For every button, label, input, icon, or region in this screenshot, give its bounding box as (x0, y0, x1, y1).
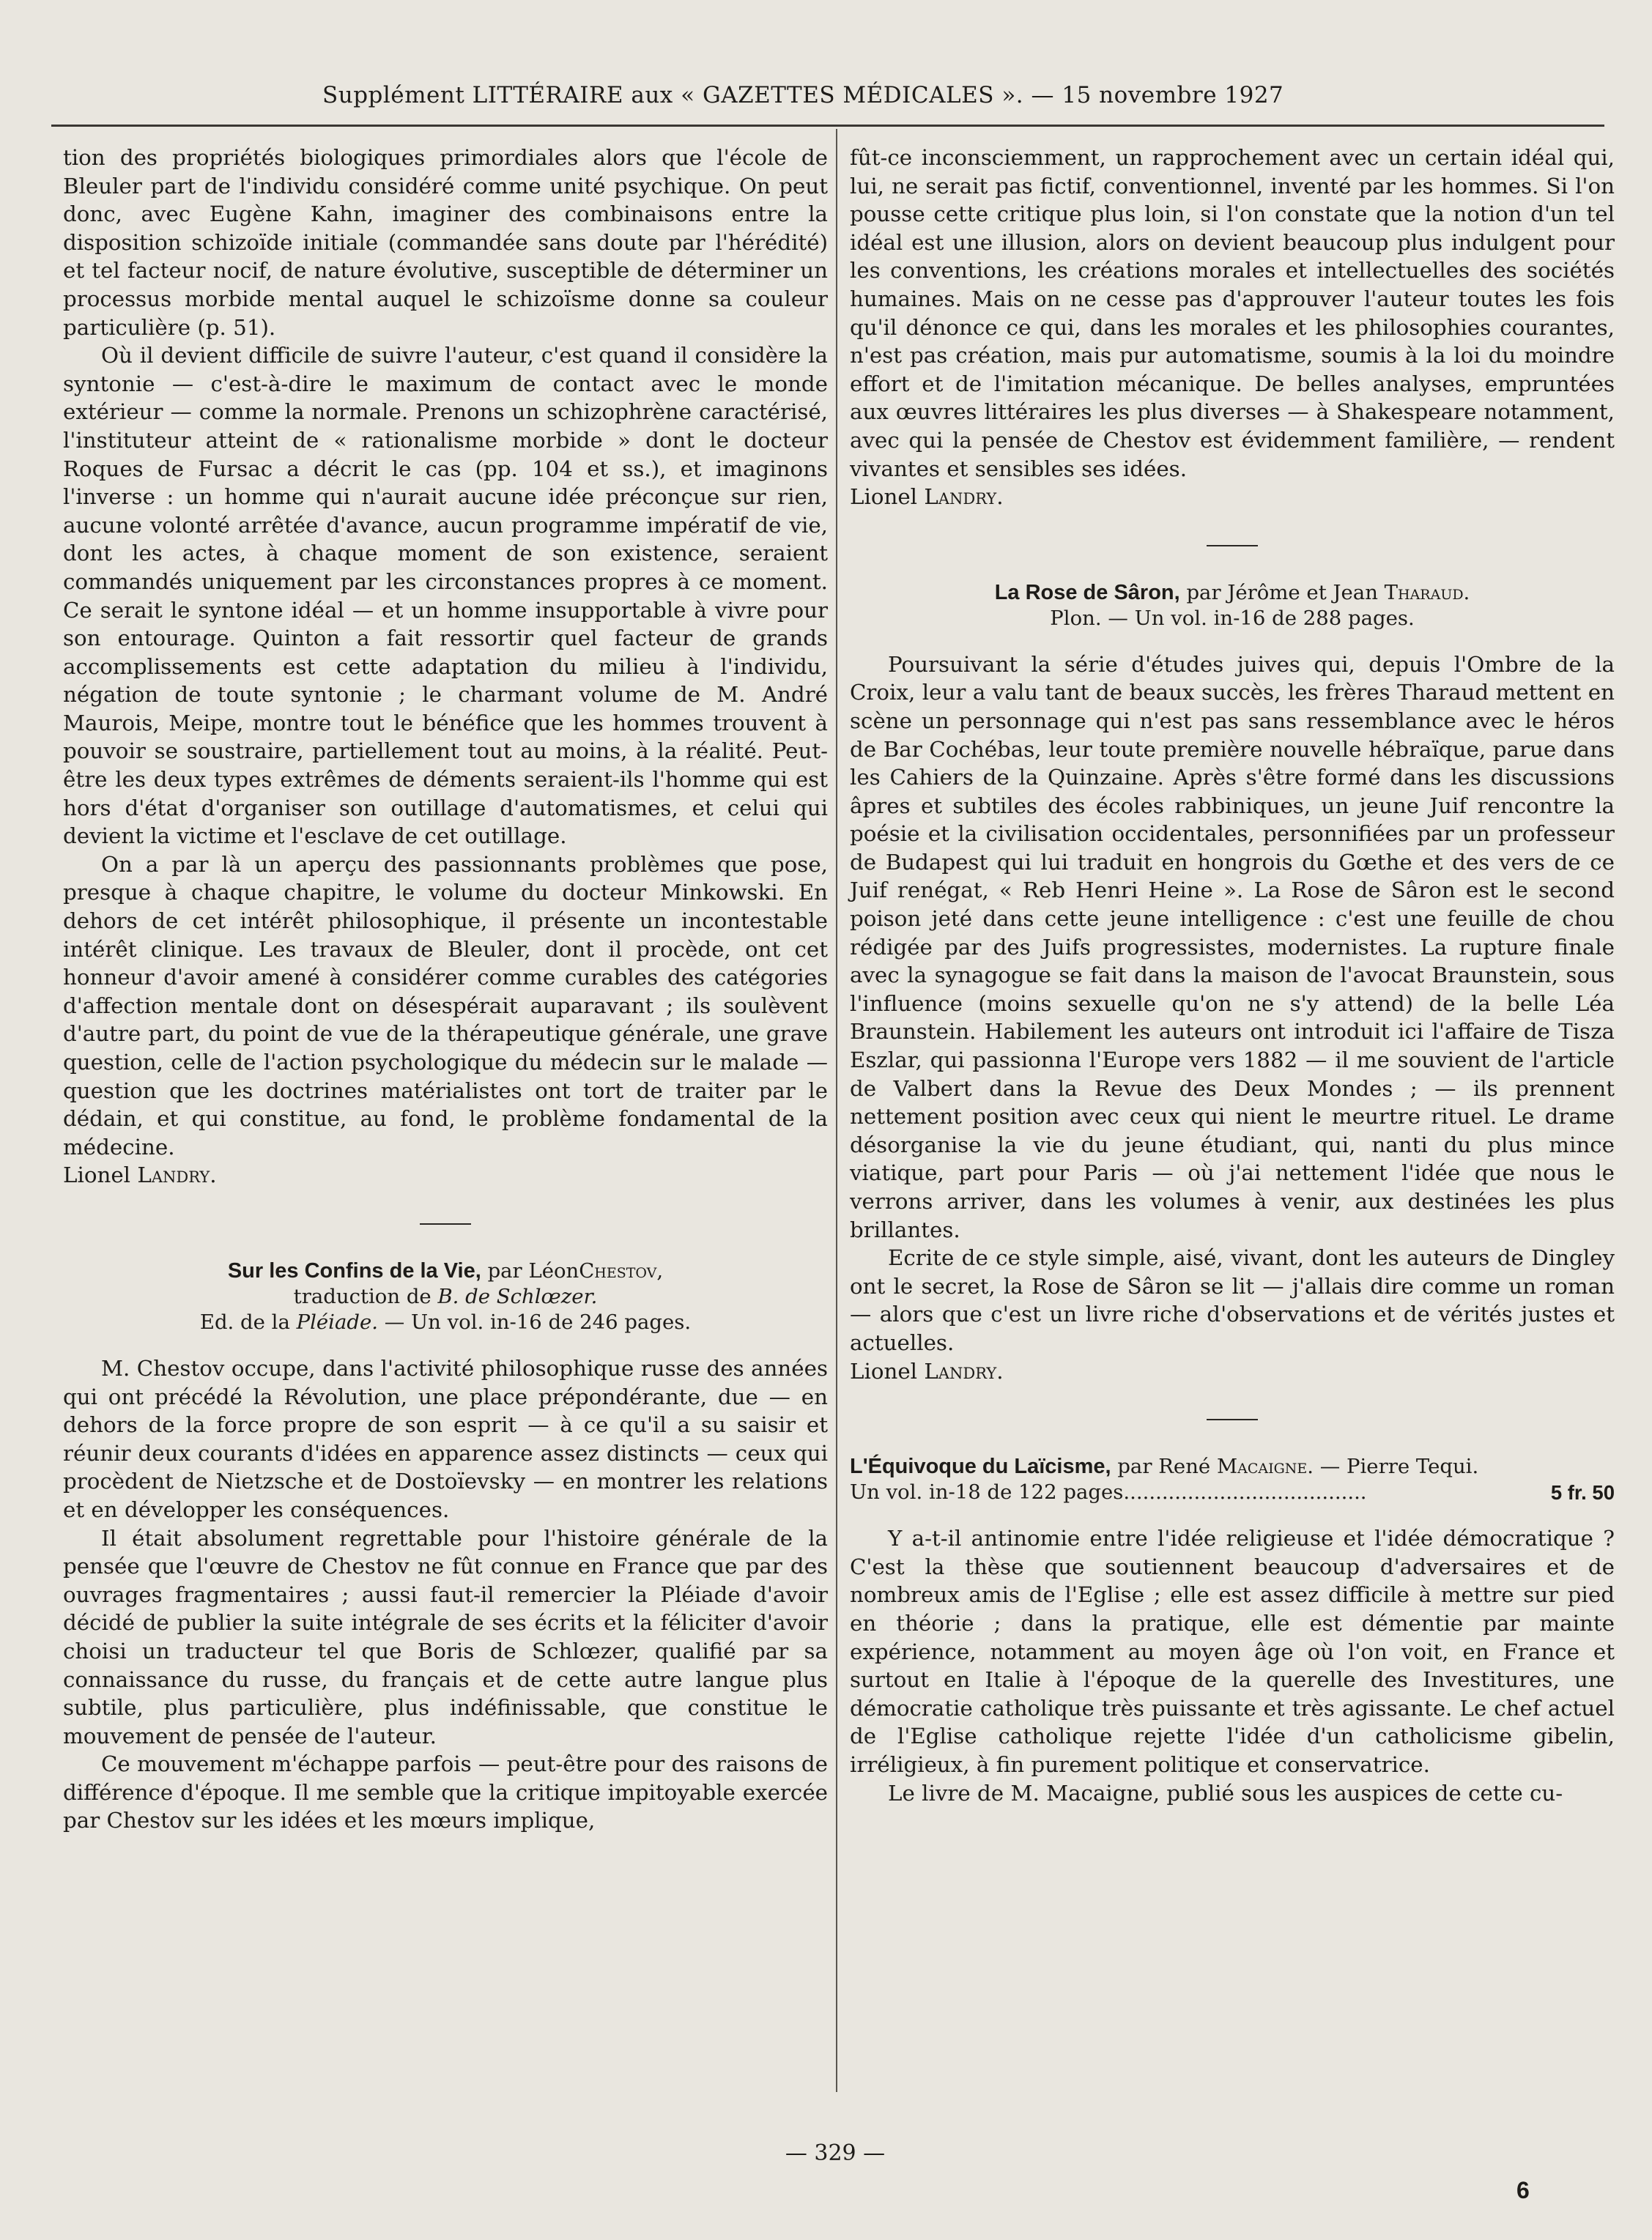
left-paragraph-3: On a par là un aperçu des passionnants problèmes que pose, presque à chaque chapitre, le volume du docteur Minkowski. En dehors de cet intérêt philosophique, il présente un incontestable intérêt clinique. Les travaux de Bleuler, dont il procède, ont cet honneur d'avoir amené à considérer comme curables des catégories d'affection mentale dont on désespérait auparavant ; ils soulèvent d'autre part, du point de vue de la thérapeutique générale, une grave question, celle de l'action psychologique du médecin sur le malade — question que les doctrines matérialistes ont tort de traiter par le dédain, et qui constitue, au fond, le problème fondamental de la médecine. (63, 851, 828, 1160)
section-separator (1207, 1419, 1258, 1420)
signature: Lionel Landry. (63, 1162, 217, 1188)
running-head: Supplément LITTÉRAIRE aux « GAZETTES MÉDICALES ». — 15 novembre 1927 (322, 82, 1284, 108)
right-paragraph-1: fût-ce inconsciemment, un rapprochement avec un certain idéal qui, lui, ne serait pas fictif, conventionnel, inventé par les hommes. Si l'on pousse cette critique plus loin, si l'on constate que la notion d'un tel idéal est une illusion, alors on devient beaucoup plus indulgent pour les conventions, les créations morales et intellectuelles des sociétés humaines. Mais on ne cesse pas d'approuver l'auteur toutes les fois qu'il dénonce ce qui, dans les morales et les philosophies courantes, n'est pas création, mais pur automatisme, soumis à la loi du moindre effort et de l'imitation mécanique. De belles analyses, empruntées aux œuvres littéraires les plus diverses — à Shakespeare notamment, avec qui la pensée de Chestov est évidemment familière, — rendent vivantes et sensibles ses idées. (850, 145, 1615, 481)
review-heading-macaigne: L'Équivoque du Laïcisme, par René Macaigne. — Pierre Tequi. Un vol. in-18 de 122 pages...................................... 5 fr. 50 (850, 1455, 1615, 1505)
right-paragraph-4: Y a-t-il antinomie entre l'idée religieuse et l'idée démocratique ? C'est la thèse que soutiennent beaucoup d'adversaires et de nombreux amis de l'Eglise ; elle est assez difficile à mettre sur pied en théorie ; dans la pratique, elle est démentie par mainte expérience, notamment au moyen âge où l'on voit, en France et surtout en Italie à l'époque de la querelle des Investitures, une démocratie catholique très puissante et très agissante. Le chef actuel de l'Eglise catholique rejette l'idée d'un catholicisme gibelin, irréligieux, à fin purement politique et conservatrice. (850, 1526, 1615, 1777)
right-paragraph-5: Le livre de M. Macaigne, publié sous les auspices de cette cu- (888, 1780, 1563, 1806)
section-separator (1207, 545, 1258, 546)
sheet-number: 6 (1516, 2177, 1530, 2203)
signature: Lionel Landry. (850, 1358, 1004, 1384)
review-author: Macaigne. (1216, 1455, 1314, 1479)
left-paragraph-5: Il était absolument regrettable pour l'histoire générale de la pensée que l'œuvre de Chestov ne fût connue en France que par des ouvrages fragmentaires ; aussi faut-il remercier la Pléiade d'avoir décidé de publier la suite intégrale de ses écrits et la féliciter d'avoir choisi un traducteur tel que Boris de Schlœzer, qualifié par sa connaissance du russe, du français et de cette autre langue plus subtile, plus particulière, plus indéfinissable, que constitue le mouvement de pensée de l'auteur. (63, 1525, 828, 1748)
right-paragraph-3: Ecrite de ce style simple, aisé, vivant, dont les auteurs de Dingley ont le secret, la Rose de Sâron se lit — j'allais dire comme un roman — alors que c'est un livre riche d'observations et de vérités justes et actuelles. (850, 1245, 1615, 1355)
header-rule (51, 125, 1604, 127)
right-paragraph-2: Poursuivant la série d'études juives qui, depuis l'Ombre de la Croix, leur a valu tant de beaux succès, les frères Tharaud mettent en scène un personnage qui n'est pas sans ressemblance avec le héros de Bar Cochébas, leur toute première nouvelle hébraïque, parue dans les Cahiers de la Quinzaine. Après s'être formé dans les discussions âpres et subtiles des écoles rabbiniques, un jeune Juif rencontre la poésie et la civilisation occidentales, personnifiées par un professeur de Budapest qui lui traduit en hongrois du Gœthe et des vers de ce Juif renégat, « Reb Henri Heine ». La Rose de Sâron est le second poison jeté dans cette jeune intelligence : c'est une feuille de chou rédigée par des Juifs progressistes, modernistes. La rupture finale avec la synagogue se fait dans la maison de l'avocat Braunstein, sous l'influence (moins sexuelle qu'on ne s'y attend) de la belle Léa Braunstein. Habilement les auteurs ont introduit ici l'affaire de Tisza Eszlar, qui passionna l'Europe vers 1882 — il me souvient de l'article de Valbert dans la Revue des Deux Mondes ; — ils prennent nettement position avec ceux qui nient le meurtre rituel. Le drame désorganise la vie du jeune étudiant, qui, nanti du plus mince viatique, part pour Paris — où j'ai nettement l'idée que nous le verrons arriver, dans les volumes à venir, aux destinées les plus brillantes. (850, 651, 1615, 1242)
review-heading-chestov: Sur les Confins de la Vie, par LéonChestov, traduction de B. de Schlœzer. Ed. de la Pléiade. — Un vol. in-16 de 246 pages. (199, 1258, 692, 1334)
price-tag: 5 fr. 50 (1550, 1481, 1615, 1505)
review-author: Chestov, (579, 1258, 664, 1283)
review-title: Sur les Confins de la Vie, (227, 1258, 481, 1283)
left-paragraph-6: Ce mouvement m'échappe parfois — peut-être pour des raisons de différence d'époque. Il me semble que la critique impitoyable exercée par Chestov sur les idées et les mœurs implique, (63, 1751, 828, 1833)
section-separator (420, 1223, 471, 1225)
left-paragraph-1: tion des propriétés biologiques primordiales alors que l'école de Bleuler part de l'individu considéré comme unité psychique. On peut donc, avec Eugène Kahn, imaginer des combinaisons entre la disposition schizoïde initiale (commandée sans doute par l'hérédité) et tel facteur nocif, de nature évolutive, susceptible de déterminer un processus morbide mental auquel le schizoïsme donne sa couleur particulière (p. 51). (63, 145, 828, 340)
review-title: L'Équivoque du Laïcisme, (850, 1455, 1111, 1479)
review-title: La Rose de Sâron, (994, 580, 1180, 604)
left-paragraph-2: Où il devient difficile de suivre l'auteur, c'est quand il considère la syntonie — c'est-à-dire le maximum de contact avec le monde extérieur — comme la normale. Prenons un schizophrène caractérisé, l'instituteur atteint de « rationalisme morbide » dont le docteur Roques de Fursac a décrit le cas (pp. 104 et ss.), et imaginons l'inverse : un homme qui n'aurait aucune idée préconçue sur rien, aucune volonté arrêtée d'avance, aucun programme impératif de vie, dont les actes, à chaque moment de son existence, seraient commandés uniquement par les circonstances propres à ce moment. Ce serait le syntone idéal — et un homme insupportable à vivre pour son entourage. Quinton a fait ressortir quel facteur de grands accomplissements est cette adaptation du milieu à l'individu, négation de toute syntonie ; le charmant volume de M. André Maurois, Meipe, montre tout le bénéfice que les hommes trouvent à pouvoir se soustraire, partiellement tout au moins, à la réalité. Peut-être les deux types extrêmes de déments seraient-ils l'homme qui est hors d'état d'organiser son outillage d'automatismes, et celui qui devient la victime et l'esclave de cet outillage. (63, 343, 828, 849)
review-author: Tharaud. (1384, 580, 1470, 604)
page-number: — 329 — (785, 2140, 886, 2166)
review-heading-tharaud: La Rose de Sâron, par Jérôme et Jean Tharaud. Plon. — Un vol. in-16 de 288 pages. (994, 580, 1470, 630)
column-divider (836, 129, 837, 2092)
signature: Lionel Landry. (850, 484, 1004, 510)
left-column (63, 144, 828, 1835)
left-paragraph-4: M. Chestov occupe, dans l'activité philosophique russe des années qui ont précédé la Révolution, une place prépondérante, due — en dehors de la force propre de son esprit — à ce qu'il a su saisir et réunir deux courants d'idées en apparence assez distincts — ceux qui procèdent de Nietzsche et de Dostoïevsky — en montrer les relations et en développer les conséquences. (63, 1355, 828, 1522)
right-column (850, 144, 1615, 1807)
